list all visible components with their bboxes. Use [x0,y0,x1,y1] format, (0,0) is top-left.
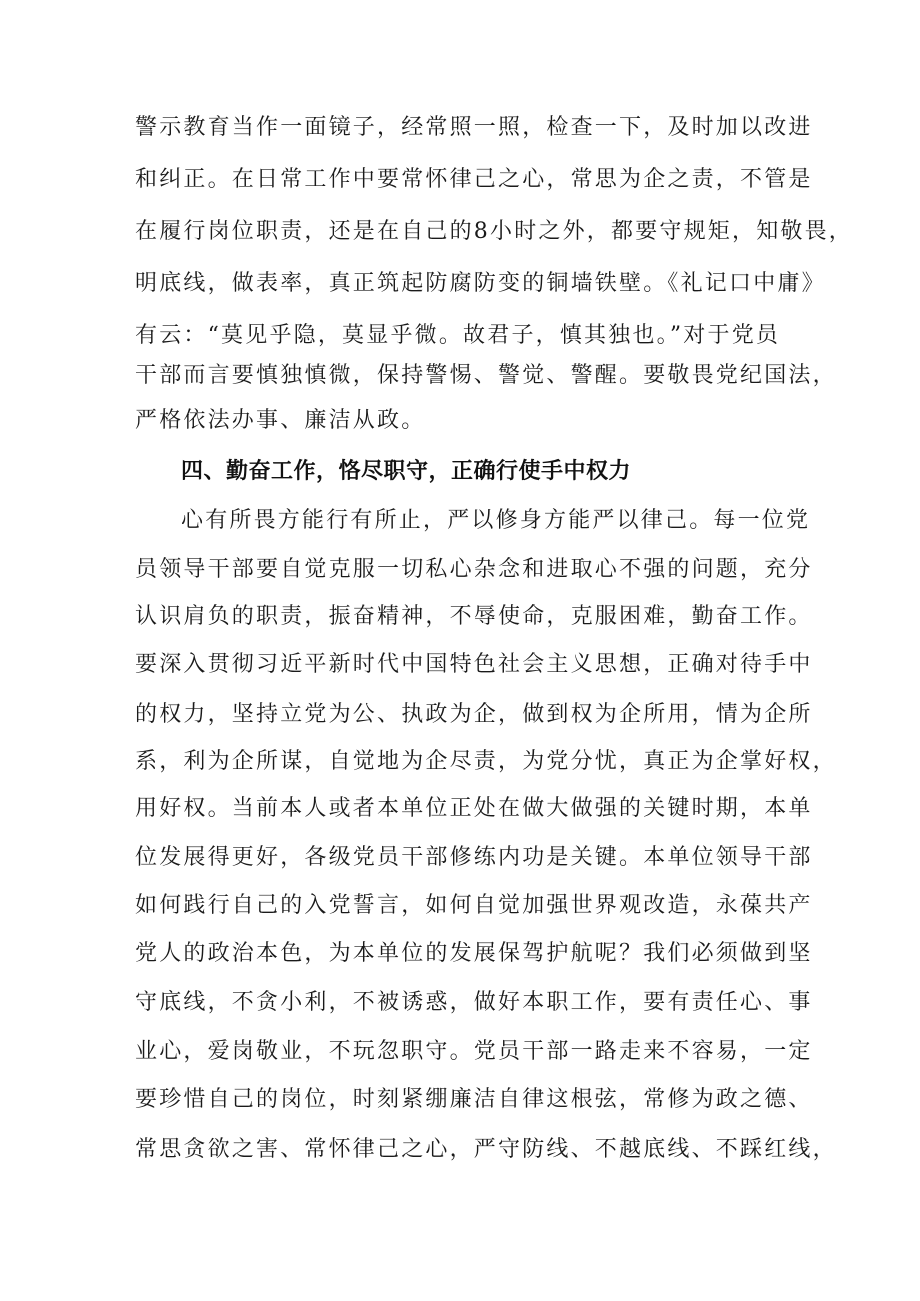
paragraph-line: 心有所畏方能行有所止，严以修身方能严以律己。每一位党 [181,508,811,533]
paragraph-line: 的权力，坚持立党为公、执政为企，做到权为企所用，情为企所 [135,702,813,727]
paragraph-line: 要珍惜自己的岗位，时刻紧绷廉洁自律这根弦，常修为政之德、 [135,1087,813,1112]
paragraph-line: 和纠正。在日常工作中要常怀律己之心，常思为企之责，不管是 [135,167,813,192]
paragraph-line: 认识肩负的职责，振奋精神，不辱使命，克服困难，勤奋工作。 [135,604,813,629]
section-heading: 四、勤奋工作，恪尽职守，正确行使手中权力 [181,459,632,484]
paragraph-line: 守底线，不贪小利，不被诱惑，做好本职工作，要有责任心、事 [135,990,813,1015]
paragraph-line: 常思贪欲之害、常怀律己之心，严守防线、不越底线、不踩红线， [135,1137,837,1162]
paragraph-line: 严格依法办事、廉洁从政。 [135,408,426,433]
paragraph-line: 有云：“莫见乎隐，莫显乎微。故君子，慎其独也。”对于党员 [135,323,781,348]
paragraph-line: 要深入贯彻习近平新时代中国特色社会主义思想，正确对待手中 [135,652,813,677]
paragraph-line: 员领导干部要自觉克服一切私心杂念和进取心不强的问题，充分 [135,557,813,582]
paragraph-line: 如何践行自己的入党誓言，如何自觉加强世界观改造，永葆共产 [135,893,813,918]
paragraph-line: 用好权。当前本人或者本单位正处在做大做强的关键时期，本单 [135,796,813,821]
paragraph-line: 干部而言要慎独慎微，保持警惕、警觉、警醒。要敬畏党纪国法， [135,363,837,388]
paragraph-line: 系，利为企所谋，自觉地为企尽责，为党分忧，真正为企掌好权， [135,749,837,774]
paragraph-line: 警示教育当作一面镜子，经常照一照，检查一下，及时加以改进 [135,115,813,140]
paragraph-line: 位发展得更好，各级党员干部修练内功是关键。本单位领导干部 [135,845,813,870]
paragraph-line: 在履行岗位职责，还是在自己的8小时之外，都要守规矩，知敬畏， [135,219,853,244]
paragraph-line: 党人的政治本色，为本单位的发展保驾护航呢？我们必须做到坚 [135,941,813,966]
paragraph-line: 业心，爱岗敬业，不玩忽职守。党员干部一路走来不容易，一定 [135,1039,813,1064]
paragraph-line: 明底线，做表率，真正筑起防腐防变的铜墙铁壁。《礼记口中庸》 [135,271,826,296]
